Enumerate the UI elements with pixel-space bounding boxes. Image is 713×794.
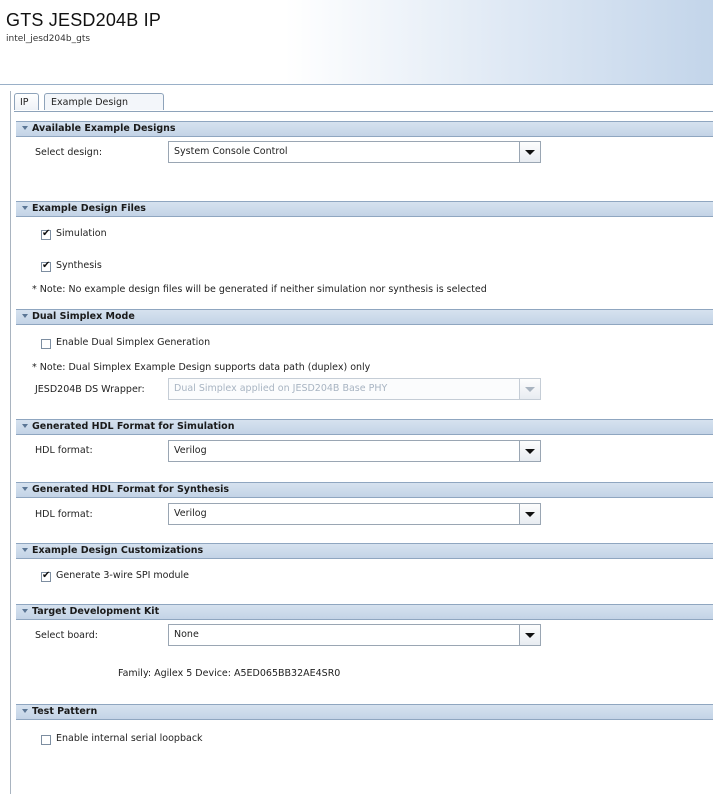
section-title: Generated HDL Format for Simulation xyxy=(32,421,235,432)
simulation-label: Simulation xyxy=(56,228,107,239)
collapse-triangle-icon[interactable] xyxy=(22,487,28,491)
select-board-label: Select board: xyxy=(35,630,98,641)
collapse-triangle-icon[interactable] xyxy=(22,548,28,552)
section-design-files[interactable] xyxy=(16,201,713,217)
tab-divider xyxy=(14,111,713,112)
spi-module-checkbox[interactable] xyxy=(41,572,51,582)
header-banner xyxy=(0,0,713,85)
section-title: Available Example Designs xyxy=(32,123,176,134)
select-board-dropdown[interactable] xyxy=(168,624,541,646)
select-design-value: System Console Control xyxy=(174,146,288,157)
spi-module-label: Generate 3-wire SPI module xyxy=(56,570,190,581)
select-design-dropdown[interactable] xyxy=(168,141,541,163)
section-title: Example Design Customizations xyxy=(32,545,204,556)
section-title: Test Pattern xyxy=(32,706,98,717)
tab-ip[interactable]: IP xyxy=(14,93,39,110)
section-title: Generated HDL Format for Synthesis xyxy=(32,484,230,495)
hdl-format-sim-dropdown[interactable] xyxy=(168,440,541,462)
hdl-format-syn-dropdown[interactable] xyxy=(168,503,541,525)
section-test-pattern[interactable] xyxy=(16,704,713,720)
chevron-down-icon[interactable] xyxy=(519,504,540,524)
section-dev-kit[interactable] xyxy=(16,604,713,620)
section-title: Dual Simplex Mode xyxy=(32,311,135,322)
hdl-format-sim-label: HDL format: xyxy=(35,445,93,456)
chevron-down-icon xyxy=(519,379,540,399)
family-device-info: Family: Agilex 5 Device: A5ED065BB32AE4SR0 xyxy=(118,668,341,679)
synthesis-checkbox[interactable] xyxy=(41,262,51,272)
files-note: * Note: No example design files will be generated if neither simulation nor synthesis is selected xyxy=(32,284,487,295)
collapse-triangle-icon[interactable] xyxy=(22,206,28,210)
select-board-value: None xyxy=(174,629,199,640)
chevron-down-icon[interactable] xyxy=(519,625,540,645)
loopback-checkbox[interactable] xyxy=(41,735,51,745)
hdl-format-syn-label: HDL format: xyxy=(35,509,93,520)
synthesis-label: Synthesis xyxy=(56,260,102,271)
page-subtitle: intel_jesd204b_gts xyxy=(6,34,91,44)
ds-wrapper-label: JESD204B DS Wrapper: xyxy=(35,384,145,395)
ds-wrapper-value: Dual Simplex applied on JESD204B Base PHY xyxy=(174,383,388,394)
tab-example-design[interactable]: Example Design xyxy=(44,93,164,110)
section-available-designs[interactable] xyxy=(16,121,713,137)
section-title: Example Design Files xyxy=(32,203,146,214)
collapse-triangle-icon[interactable] xyxy=(22,609,28,613)
collapse-triangle-icon[interactable] xyxy=(22,314,28,318)
page-title: GTS JESD204B IP xyxy=(6,10,162,30)
chevron-down-icon[interactable] xyxy=(519,441,540,461)
dual-simplex-label: Enable Dual Simplex Generation xyxy=(56,337,211,348)
section-hdl-simulation[interactable] xyxy=(16,419,713,435)
dual-simplex-note: * Note: Dual Simplex Example Design supports data path (duplex) only xyxy=(32,362,371,373)
section-dual-simplex[interactable] xyxy=(16,309,713,325)
hdl-format-syn-value: Verilog xyxy=(174,508,207,519)
collapse-triangle-icon[interactable] xyxy=(22,126,28,130)
collapse-triangle-icon[interactable] xyxy=(22,424,28,428)
select-design-label: Select design: xyxy=(35,147,103,158)
hdl-format-sim-value: Verilog xyxy=(174,445,207,456)
chevron-down-icon[interactable] xyxy=(519,142,540,162)
loopback-label: Enable internal serial loopback xyxy=(56,733,203,744)
section-title: Target Development Kit xyxy=(32,606,160,617)
section-customizations[interactable] xyxy=(16,543,713,559)
simulation-checkbox[interactable] xyxy=(41,230,51,240)
ds-wrapper-dropdown xyxy=(168,378,541,400)
section-hdl-synthesis[interactable] xyxy=(16,482,713,498)
dual-simplex-checkbox[interactable] xyxy=(41,339,51,349)
collapse-triangle-icon[interactable] xyxy=(22,709,28,713)
